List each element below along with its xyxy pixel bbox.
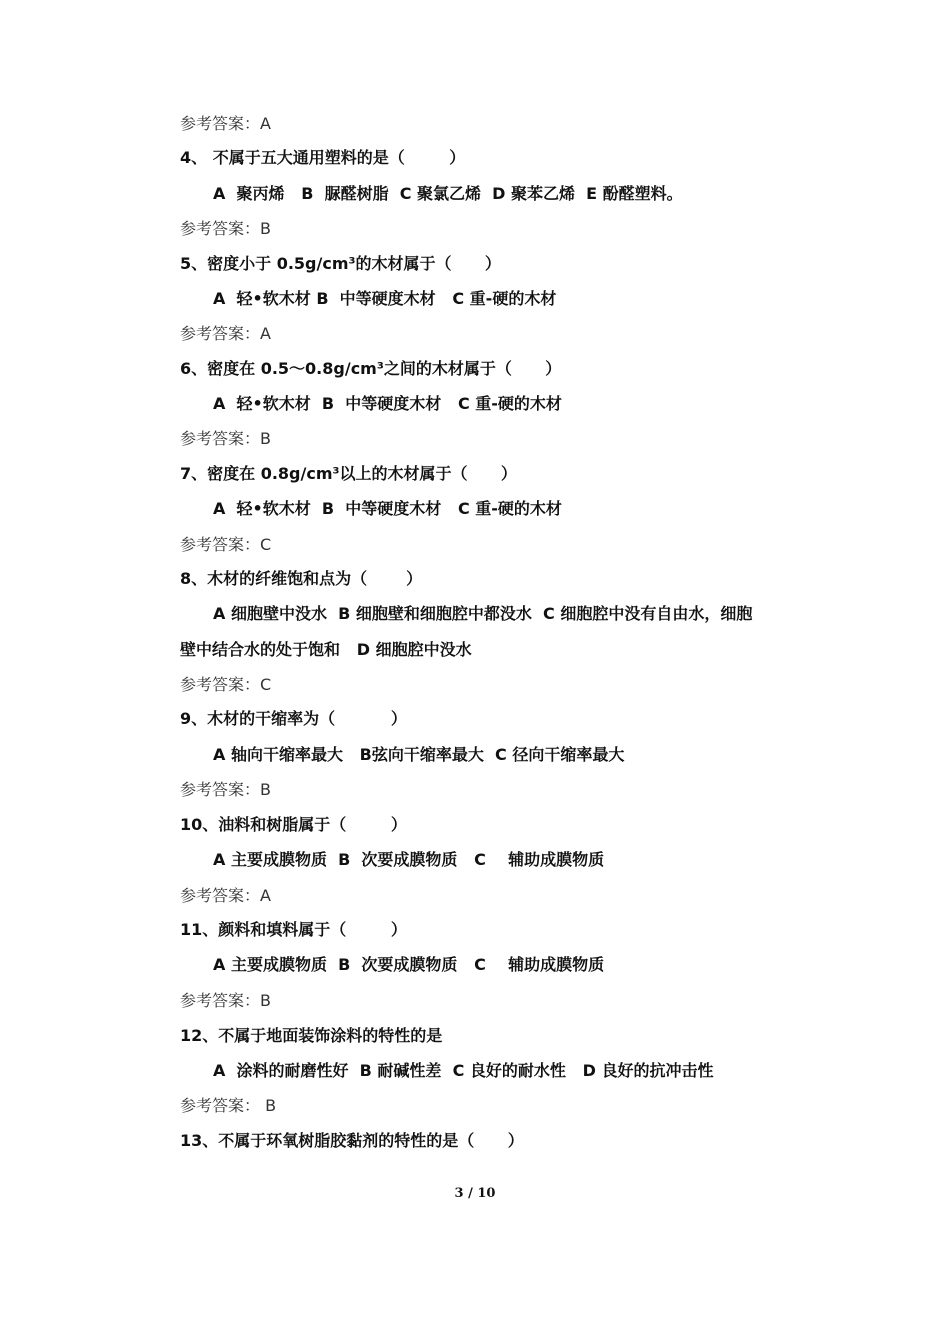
- answer-line: 参考答案：B: [180, 219, 271, 238]
- options-4: A 聚丙烯 B 脲醛树脂 C 聚氯乙烯 D 聚苯乙烯 E 酚醛塑料。: [213, 184, 683, 203]
- options-8: A 细胞壁中没水 B 细胞壁和细胞腔中都没水 C 细胞腔中没有自由水，细胞: [213, 604, 753, 623]
- question-8: 8、木材的纤维饱和点为（ ）: [180, 569, 423, 588]
- options-8-continued: 壁中结合水的处于饱和 D 细胞腔中没水: [180, 640, 472, 659]
- options-6: A 轻•软木材 B 中等硬度木材 C 重-硬的木材: [213, 394, 562, 413]
- question-6: 6、密度在 0.5～0.8g/cm³之间的木材属于（ ）: [180, 359, 562, 378]
- options-7: A 轻•软木材 B 中等硬度木材 C 重-硬的木材: [213, 499, 562, 518]
- answer-line: 参考答案：C: [180, 675, 272, 694]
- answer-line: 参考答案：B: [180, 429, 271, 448]
- question-4: 4、 不属于五大通用塑料的是（ ）: [180, 148, 466, 167]
- options-10: A 主要成膜物质 B 次要成膜物质 C 辅助成膜物质: [213, 850, 605, 869]
- page-number: 3 / 10: [454, 1186, 496, 1201]
- question-7: 7、密度在 0.8g/cm³以上的木材属于（ ）: [180, 464, 517, 483]
- question-10: 10、油料和树脂属于（ ）: [180, 815, 407, 834]
- question-12: 12、不属于地面装饰涂料的特性的是: [180, 1026, 443, 1045]
- answer-line: 参考答案： B: [180, 1096, 277, 1115]
- options-11: A 主要成膜物质 B 次要成膜物质 C 辅助成膜物质: [213, 955, 605, 974]
- question-9: 9、木材的干缩率为（ ）: [180, 709, 407, 728]
- options-5: A 轻•软木材 B 中等硬度木材 C 重-硬的木材: [213, 289, 557, 308]
- answer-line: 参考答案：B: [180, 780, 271, 799]
- answer-line: 参考答案：A: [180, 886, 271, 905]
- question-13: 13、不属于环氧树脂胶黏剂的特性的是（ ）: [180, 1131, 524, 1150]
- question-11: 11、颜料和填料属于（ ）: [180, 920, 407, 939]
- answer-line: 参考答案：B: [180, 991, 271, 1010]
- options-12: A 涂料的耐磨性好 B 耐碱性差 C 良好的耐水性 D 良好的抗冲击性: [213, 1061, 714, 1080]
- answer-line: 参考答案：A: [180, 324, 271, 343]
- answer-line: 参考答案：C: [180, 535, 272, 554]
- answer-line: 参考答案：A: [180, 114, 271, 133]
- options-9: A 轴向干缩率最大 B弦向干缩率最大 C 径向干缩率最大: [213, 745, 625, 764]
- question-5: 5、密度小于 0.5g/cm³的木材属于（ ）: [180, 254, 501, 273]
